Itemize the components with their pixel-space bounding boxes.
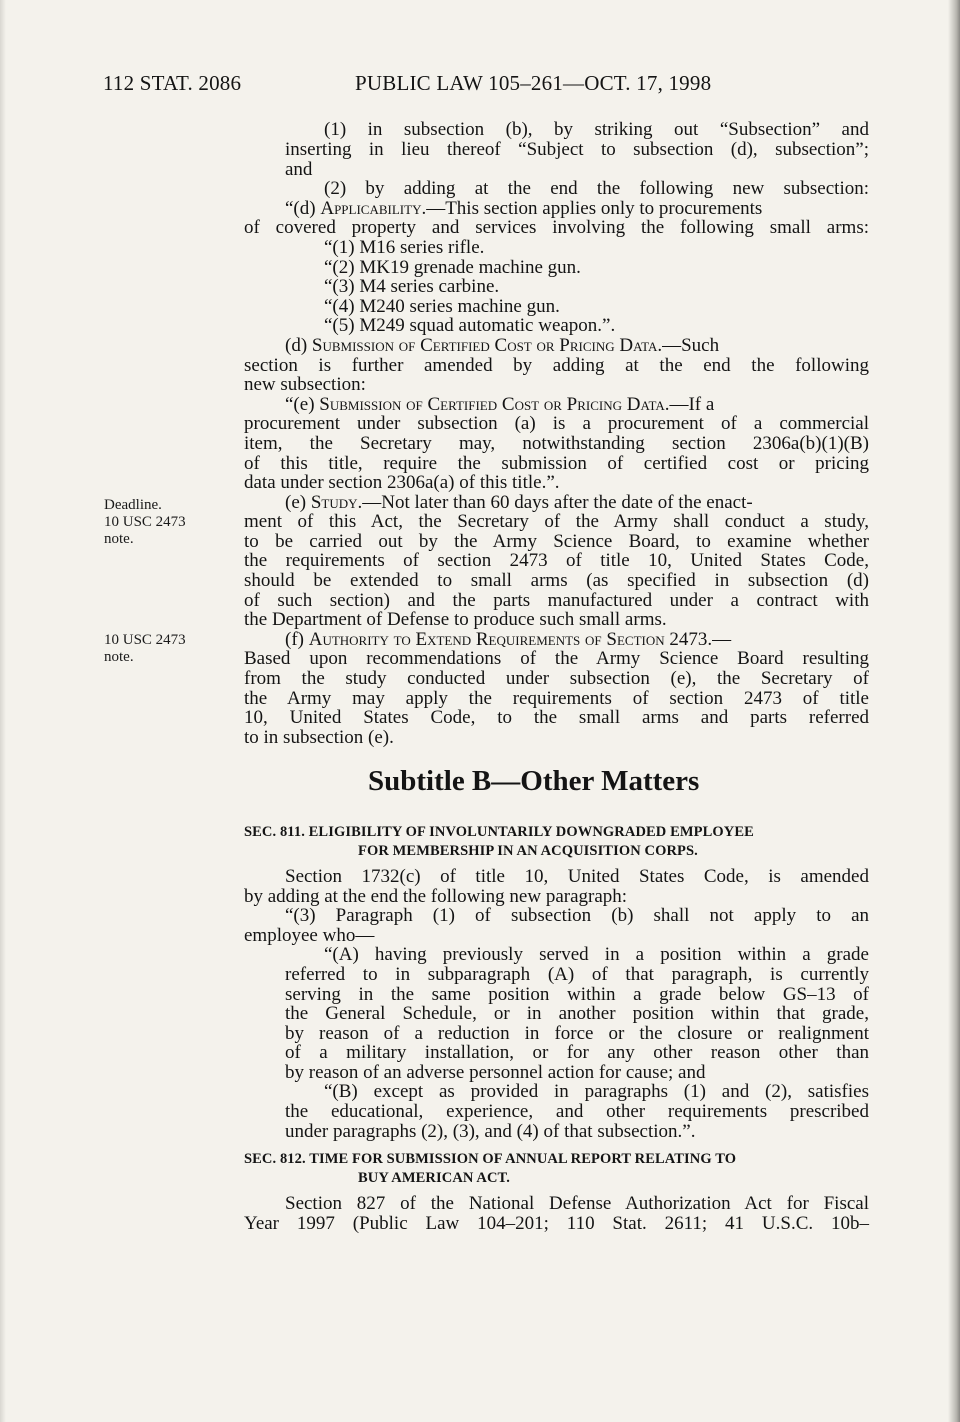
text-line: employee who— xyxy=(244,925,375,946)
text-line: “(4) M240 series machine gun. xyxy=(324,296,560,317)
text-line: (2) by adding at the end the following new subsection: xyxy=(324,178,869,199)
sec-812-heading-cont: BUY AMERICAN ACT. xyxy=(358,1170,510,1186)
text-line: “(e) Submission of Certified Cost or Pricing Data.—If a xyxy=(285,394,715,415)
text-line: of covered property and services involving the following small arms: xyxy=(244,217,869,238)
margin-note-usc: 10 USC 2473 note. xyxy=(104,632,186,665)
text-line: “(5) M249 squad automatic weapon.”. xyxy=(324,315,616,336)
text-line: by adding at the end the following new paragraph: xyxy=(244,886,628,907)
text-line: Year 1997 (Public Law 104–201; 110 Stat. 2611; 41 U.S.C. 10b– xyxy=(244,1213,869,1234)
text-line: of this title, require the submission of certified cost or pricing xyxy=(244,453,869,474)
text-line: section is further amended by adding at the end the following xyxy=(244,355,869,376)
text-line: procurement under subsection (a) is a procurement of a commercial xyxy=(244,413,869,434)
text-line: serving in the same position within a grade below GS–13 of xyxy=(285,984,869,1005)
page-left-edge xyxy=(0,0,6,1422)
text-line: to be carried out by the Army Science Board, to examine whether xyxy=(244,531,869,552)
text-line: the Army may apply the requirements of section 2473 of title xyxy=(244,688,869,709)
text-line: “(A) having previously served in a position within a grade xyxy=(324,944,869,965)
text-line: new subsection: xyxy=(244,374,366,395)
text-line: “(d) Applicability.—This section applies only to procurements xyxy=(285,198,763,219)
text-line: should be extended to small arms (as specified in subsection (d) xyxy=(244,570,869,591)
text-line: “(3) M4 series carbine. xyxy=(324,276,500,297)
text-line: “(B) except as provided in paragraphs (1) and (2), satisfies xyxy=(324,1081,869,1102)
text-line: under paragraphs (2), (3), and (4) of that subsection.”. xyxy=(285,1121,696,1142)
text-line: Section 827 of the National Defense Authorization Act for Fiscal xyxy=(285,1193,869,1214)
text-line: and xyxy=(285,159,313,180)
law-date-header: PUBLIC LAW 105–261—OCT. 17, 1998 xyxy=(355,71,712,95)
text-line: Based upon recommendations of the Army Science Board resulting xyxy=(244,648,869,669)
text-line: by reason of a reduction in force or the closure or realignment xyxy=(285,1023,869,1044)
page-reference: 112 STAT. 2086 xyxy=(103,71,242,95)
text-line: “(3) Paragraph (1) of subsection (b) shall not apply to an xyxy=(285,905,869,926)
text-line: (e) Study.—Not later than 60 days after the date of the enact- xyxy=(285,492,753,513)
text-line: 10, United States Code, to the small arms and parts referred xyxy=(244,707,869,728)
text-line: from the study conducted under subsection (e), the Secretary of xyxy=(244,668,869,689)
text-line: the educational, experience, and other requirements prescribed xyxy=(285,1101,869,1122)
text-line: of a military installation, or for any other reason other than xyxy=(285,1042,869,1063)
text-line: the requirements of section 2473 of title 10, United States Code, xyxy=(244,550,869,571)
text-line: by reason of an adverse personnel action for cause; and xyxy=(285,1062,706,1083)
text-line: “(1) M16 series rifle. xyxy=(324,237,485,258)
text-line: inserting in lieu thereof “Subject to subsection (d), subsection”; xyxy=(285,139,869,160)
text-line: ment of this Act, the Secretary of the Army shall conduct a study, xyxy=(244,511,869,532)
text-line: item, the Secretary may, notwithstanding section 2306a(b)(1)(B) xyxy=(244,433,869,454)
text-line: data under section 2306a(a) of this title.”. xyxy=(244,472,560,493)
text-line: referred to in subparagraph (A) of that paragraph, is currently xyxy=(285,964,869,985)
subtitle-heading: Subtitle B—Other Matters xyxy=(368,765,700,797)
text-line: (1) in subsection (b), by striking out “Subsection” and xyxy=(324,119,869,140)
sec-811-heading: SEC. 811. ELIGIBILITY OF INVOLUNTARILY DOWNGRADED EMPLOYEE xyxy=(244,824,754,840)
sec-812-heading: SEC. 812. TIME FOR SUBMISSION OF ANNUAL REPORT RELATING TO xyxy=(244,1151,737,1167)
text-line: the General Schedule, or in another position within that grade, xyxy=(285,1003,869,1024)
margin-note-deadline: Deadline. 10 USC 2473 note. xyxy=(104,497,186,547)
text-line: (f) Authority to Extend Requirements of Section 2473.— xyxy=(285,629,732,650)
page-right-edge xyxy=(948,0,960,1422)
text-line: “(2) MK19 grenade machine gun. xyxy=(324,257,581,278)
text-line: the Department of Defense to produce such small arms. xyxy=(244,609,667,630)
text-line: Section 1732(c) of title 10, United States Code, is amended xyxy=(285,866,869,887)
text-line: of such section) and the parts manufactured under a contract with xyxy=(244,590,869,611)
text-line: (d) Submission of Certified Cost or Pricing Data.—Such xyxy=(285,335,720,356)
sec-811-heading-cont: FOR MEMBERSHIP IN AN ACQUISITION CORPS. xyxy=(358,843,698,859)
text-line: to in subsection (e). xyxy=(244,727,394,748)
